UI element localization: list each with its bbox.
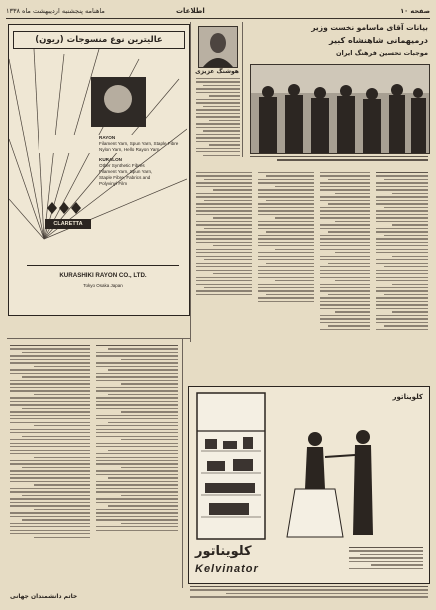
- claretta-brand: CLARETTA: [45, 219, 91, 229]
- portrait-figure: [199, 27, 237, 67]
- rayon-product-list: RAYON Filament Yarn, Spun Yarn, Staple Fibre Nylon Yarn, Hello Rayon Yarn KURALON Other Synthetic Fibres Filament Yarn, Spun Yarn, Staple Fibre, Fabrics and Polyvinyl Film: [99, 135, 179, 187]
- page-header: [6, 4, 430, 19]
- dancing-couple-graphic: [285, 427, 395, 543]
- claretta-pattern: [45, 200, 85, 216]
- main-headline-1: بیانات آقای ماسامو نخست وزیر: [311, 23, 428, 32]
- article-column: [96, 345, 178, 580]
- portrait-caption: هوشنگ عزیزی: [195, 68, 239, 75]
- rayon-company: KURASHIKI RAYON CO., LTD.: [59, 272, 147, 279]
- article-column: [10, 345, 90, 580]
- fridge-ad-tagline: کلویناتور: [392, 393, 423, 401]
- fridge-logo-persian: کلویناتور: [195, 544, 252, 559]
- column-rule: [182, 338, 183, 588]
- portrait-photo: [198, 26, 238, 68]
- group-photo: [250, 64, 430, 154]
- group-photo-figures: [251, 65, 429, 153]
- paper-name: اطلاعات: [176, 7, 205, 15]
- kelvinator-brand: Kelvinator: [195, 563, 259, 575]
- article-column: [320, 172, 370, 382]
- bottom-article-lines: [190, 586, 428, 606]
- article-column: [196, 172, 252, 332]
- column-rule: [242, 22, 243, 157]
- main-headline-2: درمیهمانی شاهنشاه کبیر: [329, 36, 428, 45]
- rayon-advertisement: [8, 24, 190, 316]
- footer-left: خاتم دانشمندان جهانی: [10, 593, 78, 600]
- fridge-ad-text: [349, 547, 423, 579]
- article-column: [258, 172, 314, 347]
- photo-caption-lines: [250, 156, 428, 166]
- portrait-column-text: [196, 78, 240, 156]
- main-subhead: موجبات تحسین فرهنگ ایران: [335, 49, 428, 57]
- rayon-ad-headline: عالیترین نوع منسوجات (ریون): [13, 31, 185, 49]
- kelvinator-advertisement: [188, 386, 430, 584]
- column-rule: [190, 22, 191, 342]
- refrigerator-graphic: [195, 391, 267, 541]
- page-number: صفحه ۱۰: [400, 7, 430, 15]
- section-rule: [7, 338, 190, 339]
- ad-divider: [27, 265, 179, 266]
- article-column: [376, 172, 428, 382]
- rayon-address: Tokyo Osaka Japan: [83, 283, 123, 288]
- date-line: ماهنامه پنجشنبه اردیبهشت ماه ۱۳۳۸: [6, 7, 105, 15]
